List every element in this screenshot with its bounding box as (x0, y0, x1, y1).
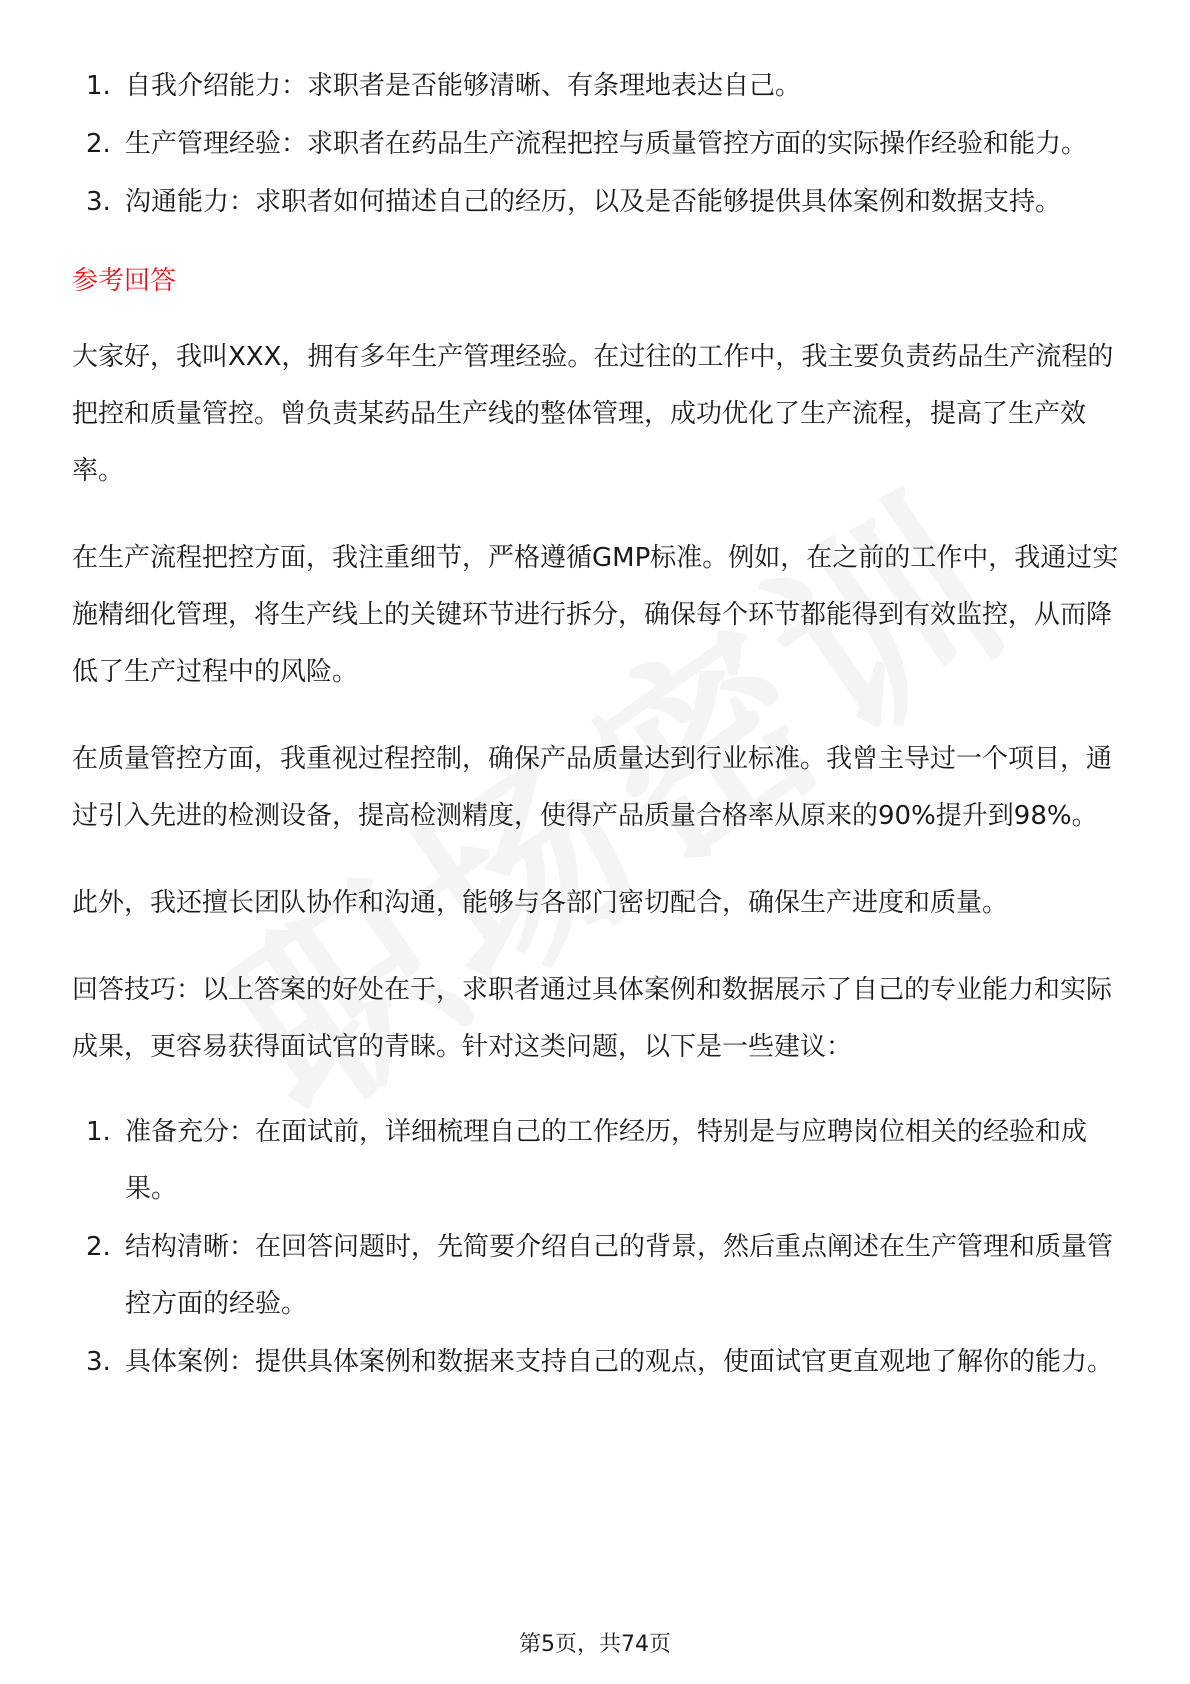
list-item-text: 准备充分：在面试前，详细梳理自己的工作经历，特别是与应聘岗位相关的经验和成果。 (125, 1117, 1088, 1204)
list-item-text: 沟通能力：求职者如何描述自己的经历，以及是否能够提供具体案例和数据支持。 (125, 187, 1062, 217)
list-item (72, 58, 1120, 115)
list-item-number: 3. (86, 187, 111, 217)
list-item-text: 结构清晰：在回答问题时，先简要介绍自己的背景，然后重点阐述在生产管理和质量管控方面的经验。 (125, 1232, 1114, 1319)
list-item (72, 174, 1120, 231)
list-item (72, 1104, 1120, 1218)
list-item-text: 生产管理经验：求职者在药品生产流程把控与质量管控方面的实际操作经验和能力。 (125, 129, 1088, 159)
answer-paragraph-intro: 大家好，我叫XXX，拥有多年生产管理经验。在过往的工作中，我主要负责药品生产流程的把控和质量管控。曾负责某药品生产线的整体管理，成功优化了生产流程，提高了生产效率。 (72, 342, 1114, 486)
page-content (72, 58, 1120, 1392)
list-item (72, 116, 1120, 173)
list-item (72, 1334, 1120, 1391)
answer-paragraph-quality: 在质量管控方面，我重视过程控制，确保产品质量达到行业标准。我曾主导过一个项目，通过引入先进的检测设备，提高检测精度，使得产品质量合格率从原来的90%提升到98%。 (72, 744, 1113, 831)
list-item-number: 2. (86, 1232, 111, 1262)
tips-list (72, 1104, 1120, 1391)
list-item (72, 1219, 1120, 1333)
criteria-list (72, 58, 1120, 231)
list-item-number: 3. (86, 1347, 111, 1377)
answer-tips-paragraph: 回答技巧：以上答案的好处在于，求职者通过具体案例和数据展示了自己的专业能力和实际成果，更容易获得面试官的青睐。针对这类问题，以下是一些建议： (72, 975, 1113, 1062)
answer-paragraph-process: 在生产流程把控方面，我注重细节，严格遵循GMP标准。例如，在之前的工作中，我通过实施精细化管理，将生产线上的关键环节进行拆分，确保每个环节都能得到有效监控，从而降低了生产过程中的风险。 (72, 543, 1119, 687)
page-number-footer: 第5页，共74页 (519, 1632, 671, 1657)
list-item-text: 自我介绍能力：求职者是否能够清晰、有条理地表达自己。 (125, 71, 802, 101)
reference-answer-heading: 参考回答 (72, 266, 177, 296)
list-item-number: 2. (86, 129, 111, 159)
list-item-number: 1. (86, 1117, 111, 1147)
answer-paragraph-teamwork: 此外，我还擅长团队协作和沟通，能够与各部门密切配合，确保生产进度和质量。 (72, 888, 1009, 918)
list-item-text: 具体案例：提供具体案例和数据来支持自己的观点，使面试官更直观地了解你的能力。 (125, 1347, 1114, 1377)
list-item-number: 1. (86, 71, 111, 101)
